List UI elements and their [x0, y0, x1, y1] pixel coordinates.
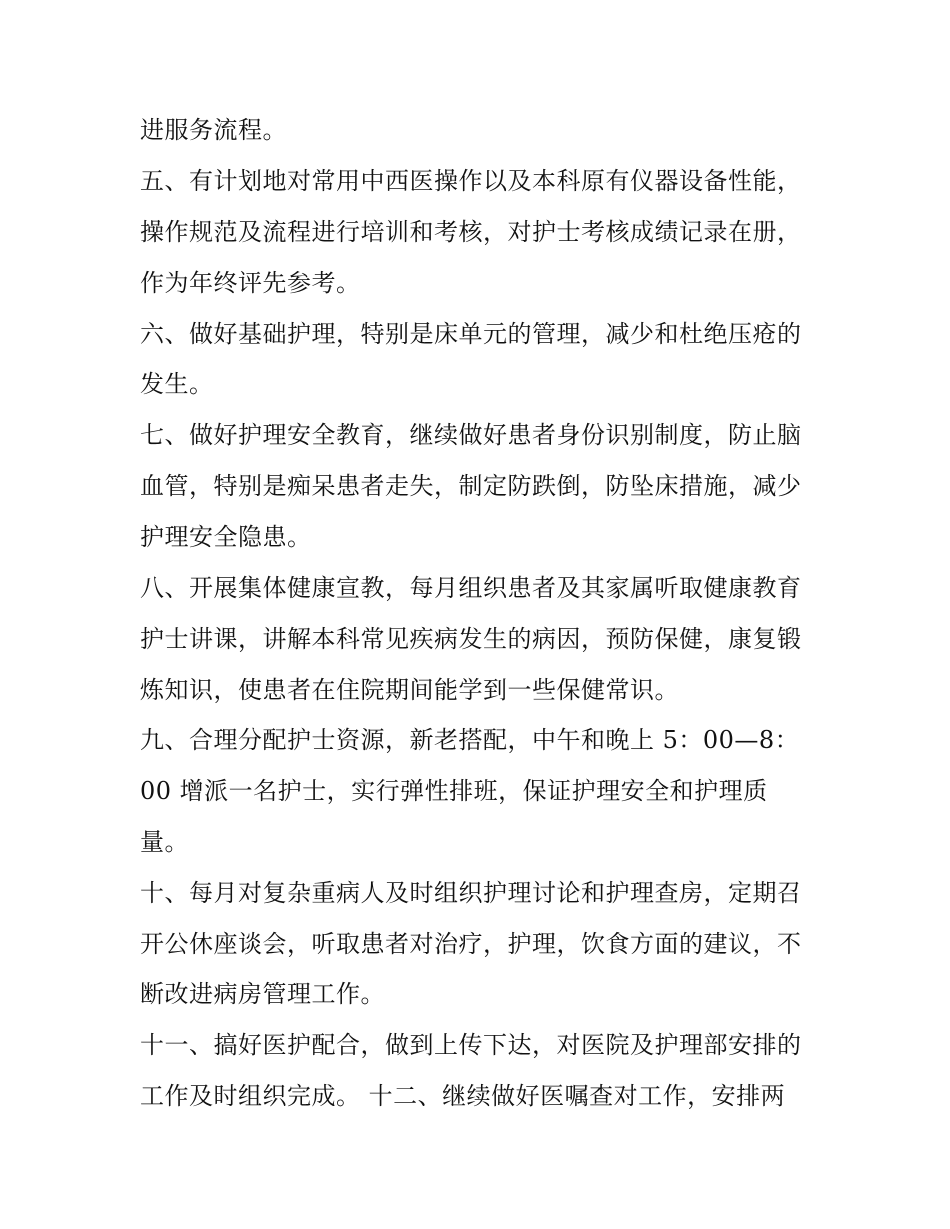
text-line: 作为年终评先参考。: [140, 269, 361, 297]
text-line: 开公休座谈会，听取患者对治疗，护理，饮食方面的建议，不: [140, 930, 802, 958]
text-line: 进服务流程。: [140, 116, 287, 144]
text-line: 九、合理分配护士资源，新老搭配，中午和晚上 5：00—8：: [140, 726, 800, 754]
text-line: 十一、搞好医护配合，做到上传下达，对医院及护理部安排的: [140, 1031, 802, 1059]
text-line: 七、做好护理安全教育，继续做好患者身份识别制度，防止脑: [140, 421, 802, 449]
text-line: 五、有计划地对常用中西医操作以及本科原有仪器设备性能，: [140, 167, 802, 195]
text-line: 量。: [140, 828, 189, 856]
text-line: 操作规范及流程进行培训和考核，对护士考核成绩记录在册，: [140, 218, 802, 246]
text-line: 护士讲课，讲解本科常见疾病发生的病因，预防保健，康复锻: [140, 625, 802, 653]
text-line: 发生。: [140, 370, 214, 398]
text-line: 血管，特别是痴呆患者走失，制定防跌倒，防坠床措施，减少: [140, 472, 802, 500]
text-line: 十、每月对复杂重病人及时组织护理讨论和护理查房，定期召: [140, 879, 802, 907]
text-line: 护理安全隐患。: [140, 523, 312, 551]
text-line: 六、做好基础护理，特别是床单元的管理，减少和杜绝压疮的: [140, 320, 802, 348]
text-line: 00 增派一名护士，实行弹性排班，保证护理安全和护理质: [140, 777, 768, 805]
text-line: 工作及时组织完成。 十二、继续做好医嘱查对工作，安排两: [140, 1082, 786, 1110]
text-line: 八、开展集体健康宣教，每月组织患者及其家属听取健康教育: [140, 574, 802, 602]
text-line: 断改进病房管理工作。: [140, 980, 385, 1008]
text-line: 炼知识，使患者在住院期间能学到一些保健常识。: [140, 676, 679, 704]
